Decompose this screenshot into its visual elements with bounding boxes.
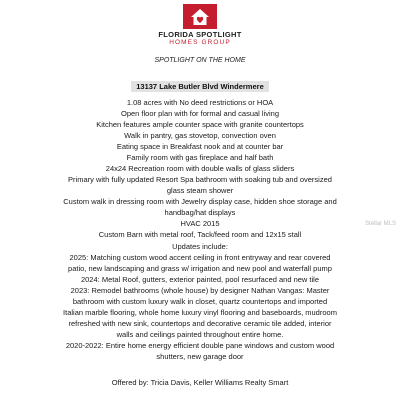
feature-line: Walk in pantry, gas stovetop, convection oven	[124, 131, 276, 140]
update-line: shutters, new garage door	[156, 352, 244, 361]
feature-line: Custom Barn with metal roof, Tack/feed room and 12x15 stall	[98, 230, 302, 239]
feature-line: Custom walk in dressing room with Jewelry display case, hidden shoe storage and	[63, 197, 337, 206]
feature-line: Primary with fully updated Resort Spa bathroom with soaking tub and oversized	[68, 175, 332, 184]
section-heading: SPOTLIGHT ON THE HOME	[154, 57, 246, 64]
feature-line: Eating space in Breakfast nook and at counter bar	[116, 142, 284, 151]
logo-company-subtitle: HOMES GROUP	[169, 39, 231, 46]
update-line: walls and ceilings painted throughout entire home.	[116, 330, 284, 339]
update-line: 2024: Metal Roof, gutters, exterior painted, pool resurfaced and new tile	[80, 275, 320, 284]
feature-line: Open floor plan with for formal and casual living	[121, 109, 279, 118]
offered-by: Offered by: Tricia Davis, Keller Williams Realty Smart	[111, 378, 289, 387]
feature-line: HVAC 2015	[180, 219, 220, 228]
property-address: 13137 Lake Butler Blvd Windermere	[131, 81, 269, 92]
update-line: refreshed with new sink, countertops and decorative ceramic tile added, interior	[68, 319, 332, 328]
address-container	[0, 76, 400, 94]
feature-line: handbag/hat displays	[164, 208, 236, 217]
brand-logo	[0, 4, 400, 46]
feature-line: Family room with gas fireplace and half bath	[126, 153, 274, 162]
feature-line: glass steam shower	[166, 186, 234, 195]
feature-line: 24x24 Recreation room with double walls of glass sliders	[105, 164, 295, 173]
house-icon	[190, 8, 210, 26]
feature-list	[6, 97, 397, 240]
updates-heading: Updates include:	[172, 242, 228, 251]
mls-watermark: Stellar MLS	[365, 221, 397, 227]
update-line: 2020-2022: Entire home energy efficient double pane windows and custom wood	[65, 341, 335, 350]
updates-list	[6, 241, 394, 362]
update-line: bathroom with custom luxury walk in closet, quartz countertops and imported	[72, 297, 328, 306]
update-line: 2025: Matching custom wood accent ceiling in front entryway and rear covered	[69, 253, 331, 262]
update-line: patio, new landscaping and grass w/ irrigation and new pool and waterfall pump	[68, 264, 332, 273]
update-line: 2023: Remodel bathrooms (whole house) by designer Nathan Vangas: Master	[70, 286, 330, 295]
feature-line: 1.08 acres with No deed restrictions or HOA	[126, 98, 274, 107]
logo-company-name: FLORIDA SPOTLIGHT	[158, 30, 242, 39]
house-heart-logo-icon	[183, 4, 217, 29]
feature-line: Kitchen features ample counter space with granite countertops	[96, 120, 304, 129]
update-line: Italian marble flooring, whole home luxury vinyl flooring and baseboards, mudroom	[63, 308, 337, 317]
